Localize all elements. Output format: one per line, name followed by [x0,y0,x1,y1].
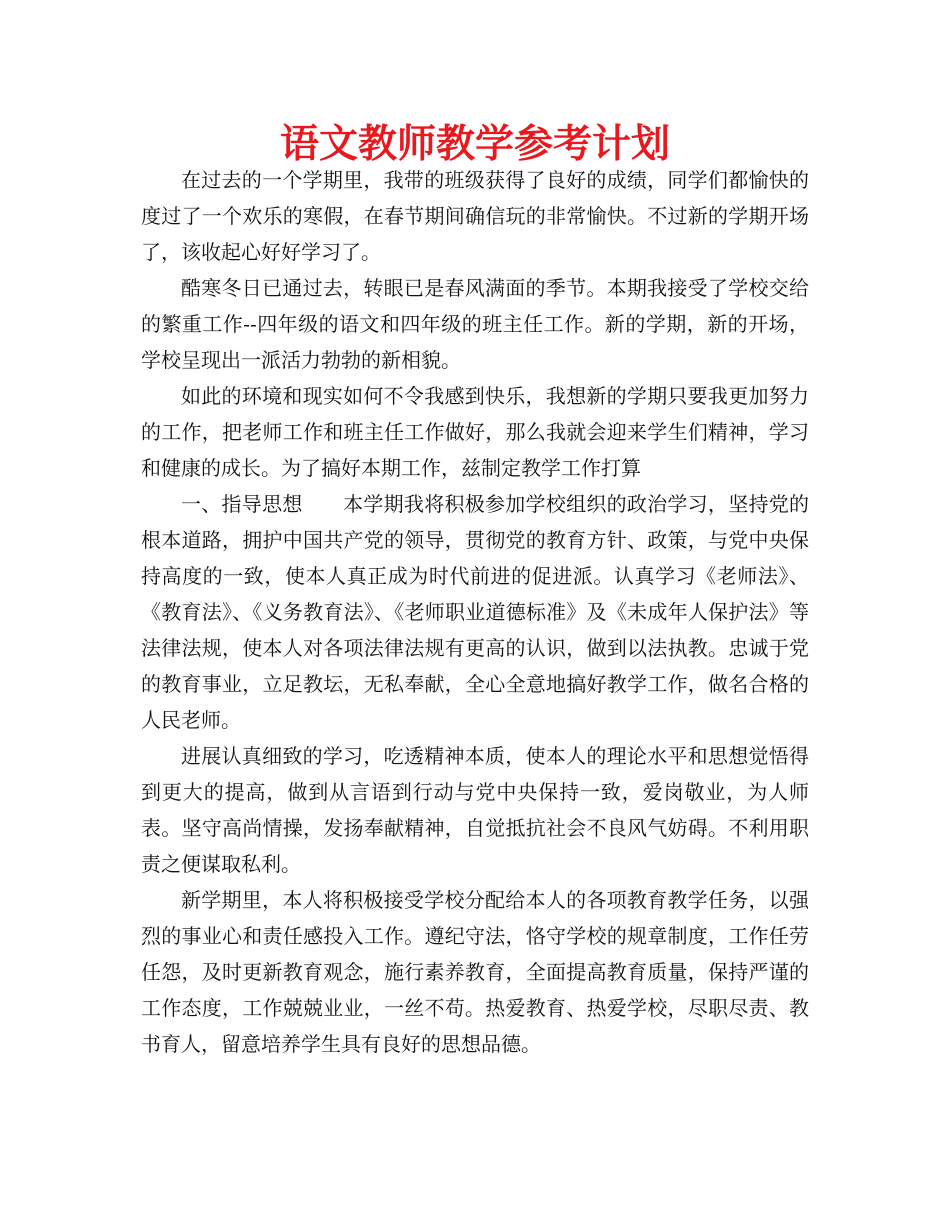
paragraph-guiding-thought: 一、指导思想 本学期我将积极参加学校组织的政治学习，坚持党的根本道路，拥护中国共产党的领导，贯彻党的教育方针、政策，与党中央保持高度的一致，使本人真正成为时代前进的促进派。认真学习《老师法》、《教育法》、《义务教育法》、《老师职业道德标准》及《未成年人保护法》等法律法规，使本人对各项法律法规有更高的认识，做到以法执教。忠诚于党的教育事业，立足教坛，无私奉献，全心全意地搞好教学工作，做名合格的人民老师。 [141,492,809,732]
paragraph-new-term: 酷寒冬日已通过去，转眼已是春风满面的季节。本期我接受了学校交给的繁重工作--四年级的语文和四年级的班主任工作。新的学期，新的开场，学校呈现出一派活力勃勃的新相貌。 [141,276,809,372]
paragraph-intro: 在过去的一个学期里，我带的班级获得了良好的成绩，同学们都愉快的度过了一个欢乐的寒假，在春节期间确信玩的非常愉快。不过新的学期开场了，该收起心好好学习了。 [141,168,809,264]
document-title: 语文教师教学参考计划 [279,122,670,167]
paragraph-new-semester: 新学期里，本人将积极接受学校分配给本人的各项教育教学任务，以强烈的事业心和责任感投入工作。遵纪守法，恪守学校的规章制度，工作任劳任怨，及时更新教育观念，施行素养教育，全面提高教育质量，保持严谨的工作态度，工作兢兢业业，一丝不苟。热爱教育、热爱学校，尽职尽责、教书育人，留意培养学生具有良好的思想品德。 [141,888,809,1056]
paragraph-study: 进展认真细致的学习，吃透精神本质，使本人的理论水平和思想觉悟得到更大的提高，做到从言语到行动与党中央保持一致，爱岗敬业，为人师表。坚守高尚情操，发扬奉献精神，自觉抵抗社会不良风气妨碍。不利用职责之便谋取私利。 [141,744,809,876]
document-body [141,162,809,1062]
paragraph-plan-intent: 如此的环境和现实如何不令我感到快乐，我想新的学期只要我更加努力的工作，把老师工作和班主任工作做好，那么我就会迎来学生们精神，学习和健康的成长。为了搞好本期工作，兹制定教学工作打算 [141,384,809,480]
